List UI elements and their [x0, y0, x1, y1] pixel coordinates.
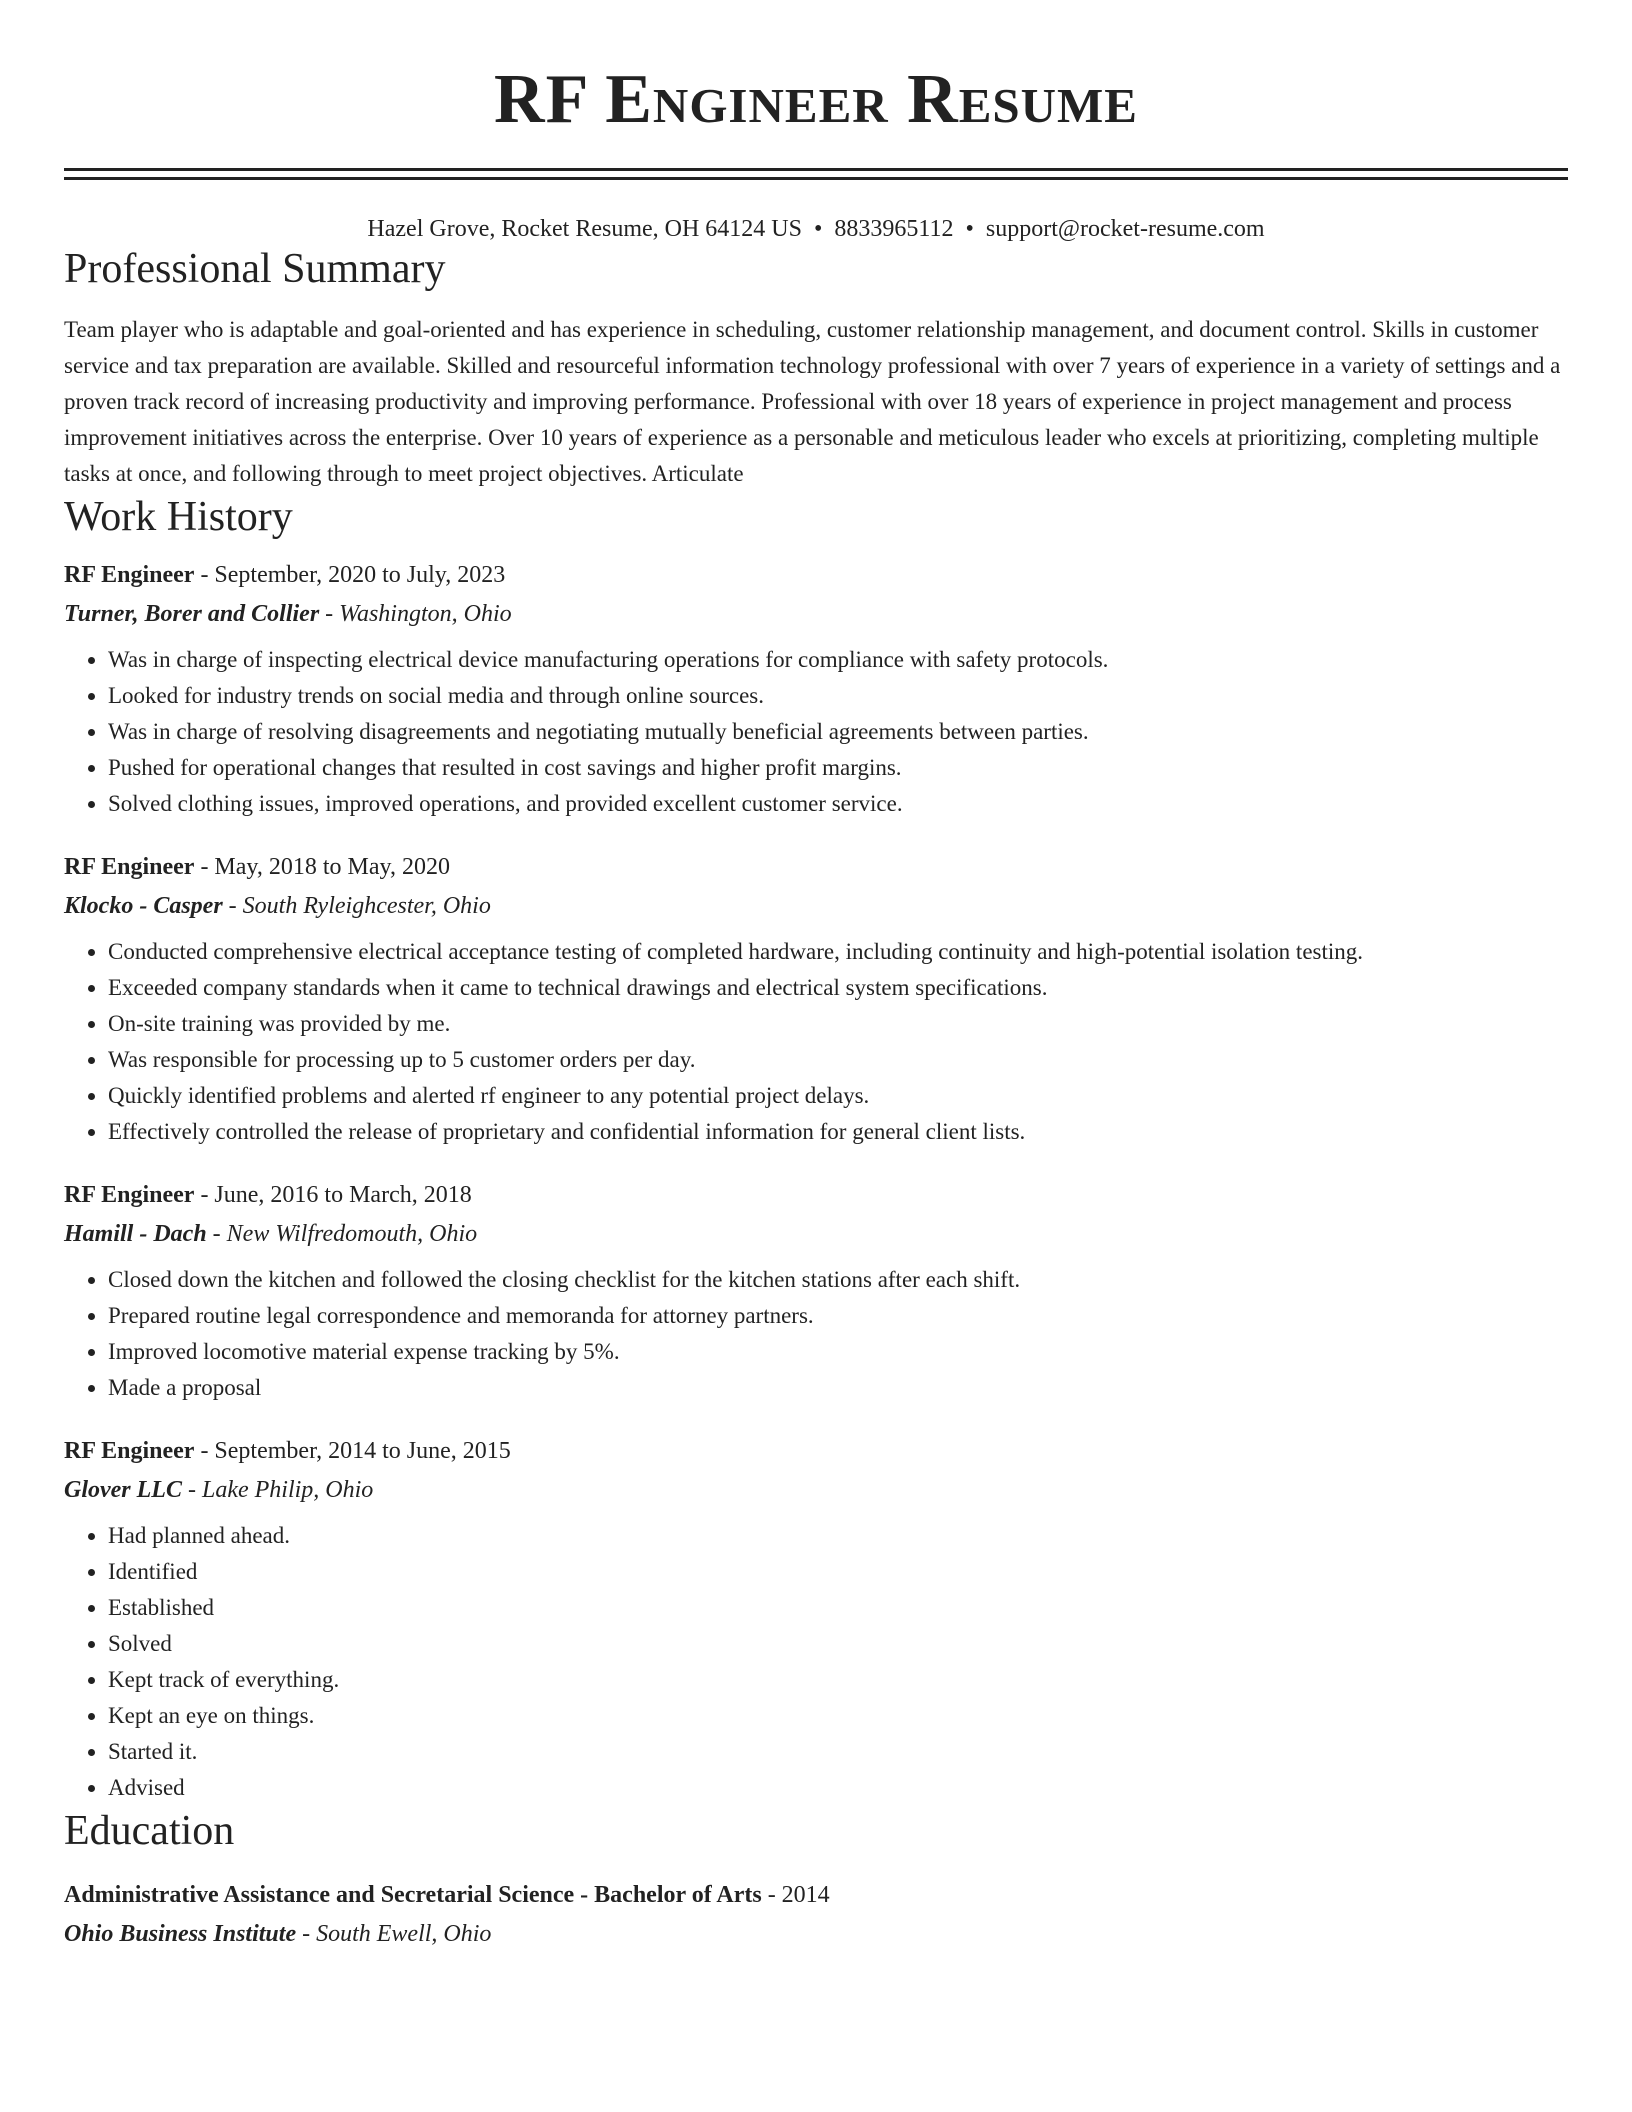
job-location: - South Ryleighcester, Ohio: [222, 893, 491, 919]
job-bullet: • Identified: [108, 1554, 1568, 1590]
contact-line: [64, 214, 1568, 244]
job-entry: [64, 848, 1568, 1150]
job-title-line: [64, 556, 1568, 594]
job-title-line: [64, 1176, 1568, 1214]
job-bullet-list: [64, 934, 1568, 1150]
job-bullet: • Pushed for operational changes that resulted in cost savings and higher profit margins.: [108, 750, 1568, 786]
job-company: Glover LLC: [64, 1477, 182, 1503]
job-bullet: • Conducted comprehensive electrical acceptance testing of completed hardware, including continuity and high-potential isolation testing.: [108, 934, 1568, 970]
job-role: RF Engineer: [64, 854, 195, 880]
job-bullet: • Effectively controlled the release of proprietary and confidential information for general client lists.: [108, 1114, 1568, 1150]
title-divider-bottom: [64, 177, 1568, 180]
job-company: Hamill - Dach: [64, 1221, 207, 1247]
job-company-line: [64, 594, 1568, 634]
resume-title: RF Engineer Resume: [494, 61, 1138, 138]
contact-separator: •: [965, 216, 974, 242]
job-bullet: • Was in charge of resolving disagreements and negotiating mutually beneficial agreements between parties.: [108, 714, 1568, 750]
job-bullet: • Prepared routine legal correspondence and memoranda for attorney partners.: [108, 1298, 1568, 1334]
job-entry: [64, 556, 1568, 822]
job-dates: - September, 2020 to July, 2023: [194, 562, 506, 588]
job-bullet: • Exceeded company standards when it came to technical drawings and electrical system specifications.: [108, 970, 1568, 1006]
job-company: Klocko - Casper: [64, 893, 223, 919]
job-bullet: • Was in charge of inspecting electrical device manufacturing operations for compliance with safety protocols.: [108, 642, 1568, 678]
education-degree: Administrative Assistance and Secretarial Science - Bachelor of Arts: [64, 1882, 762, 1908]
job-location: - Washington, Ohio: [319, 601, 512, 627]
job-company: Turner, Borer and Collier: [64, 601, 320, 627]
resume-page: [64, 0, 1568, 1954]
job-bullet: • Kept an eye on things.: [108, 1698, 1568, 1734]
job-bullet: • Improved locomotive material expense tracking by 5%.: [108, 1334, 1568, 1370]
education-school: Ohio Business Institute: [64, 1921, 297, 1947]
work-history-heading: Work History: [64, 494, 293, 540]
job-role: RF Engineer: [64, 1182, 195, 1208]
education-school-line: [64, 1914, 1568, 1954]
job-title-line: [64, 1432, 1568, 1470]
job-bullet: • Had planned ahead.: [108, 1518, 1568, 1554]
job-bullet: • Started it.: [108, 1734, 1568, 1770]
job-dates: - May, 2018 to May, 2020: [194, 854, 450, 880]
job-entry: [64, 1176, 1568, 1406]
education-location: - South Ewell, Ohio: [296, 1921, 492, 1947]
education-degree-line: [64, 1876, 1568, 1914]
education-heading: Education: [64, 1808, 235, 1854]
job-title-line: [64, 848, 1568, 886]
job-company-line: [64, 886, 1568, 926]
contact-phone: 8833965112: [834, 216, 954, 242]
job-bullet: • On-site training was provided by me.: [108, 1006, 1568, 1042]
job-location: - New Wilfredomouth, Ohio: [206, 1221, 478, 1247]
job-bullet-list: [64, 642, 1568, 822]
job-company-line: [64, 1214, 1568, 1254]
job-entry: [64, 1432, 1568, 1806]
job-location: - Lake Philip, Ohio: [181, 1477, 374, 1503]
job-dates: - September, 2014 to June, 2015: [194, 1438, 511, 1464]
job-bullet: • Advised: [108, 1770, 1568, 1806]
job-bullet: • Solved clothing issues, improved operations, and provided excellent customer service.: [108, 786, 1568, 822]
job-bullet: • Solved: [108, 1626, 1568, 1662]
job-company-line: [64, 1470, 1568, 1510]
title-divider-top: [64, 168, 1568, 171]
contact-separator: •: [813, 216, 823, 242]
job-bullet: • Was responsible for processing up to 5 customer orders per day.: [108, 1042, 1568, 1078]
contact-email[interactable]: support@rocket-resume.com: [985, 216, 1265, 242]
job-bullet-list: [64, 1518, 1568, 1806]
job-bullet: • Closed down the kitchen and followed the closing checklist for the kitchen stations after each shift.: [108, 1262, 1568, 1298]
job-bullet: • Looked for industry trends on social media and through online sources.: [108, 678, 1568, 714]
job-role: RF Engineer: [64, 562, 195, 588]
job-dates: - June, 2016 to March, 2018: [194, 1182, 472, 1208]
job-bullet-list: [64, 1262, 1568, 1406]
education-year: - 2014: [761, 1882, 830, 1908]
job-bullet: • Kept track of everything.: [108, 1662, 1568, 1698]
job-role: RF Engineer: [64, 1438, 195, 1464]
job-bullet: • Established: [108, 1590, 1568, 1626]
summary-text: Team player who is adaptable and goal-oriented and has experience in scheduling, customer relationship management, and document control. Skills in customer service and tax preparation are available. Skilled and resourceful information technology professional with over 7 years of experience in a variety of settings and a proven track record of increasing productivity and improving performance. Professional with over 18 years of experience in project management and process improvement initiatives across the enterprise. Over 10 years of experience as a personable and meticulous leader who excels at prioritizing, completing multiple tasks at once, and following through to meet project objectives. Articulate: [64, 317, 1561, 486]
summary-heading: Professional Summary: [64, 246, 446, 292]
work-history-list: [64, 556, 1568, 1806]
contact-address: Hazel Grove, Rocket Resume, OH 64124 US: [367, 216, 802, 242]
job-bullet: • Quickly identified problems and alerted rf engineer to any potential project delays.: [108, 1078, 1568, 1114]
job-bullet: • Made a proposal: [108, 1370, 1568, 1406]
